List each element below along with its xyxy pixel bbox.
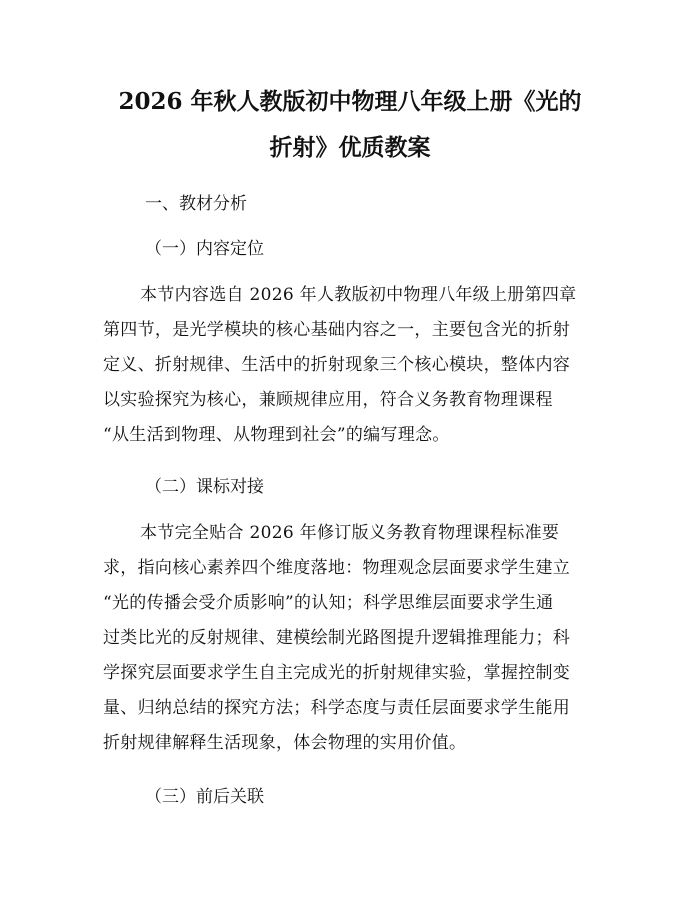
subsection-heading-connections: （三）前后关联 [145, 787, 264, 807]
paragraph-line: 过类比光的反射规律、建模绘制光路图提升逻辑推理能力；科 [103, 628, 571, 648]
paragraph-content-positioning [103, 278, 603, 453]
paragraph-line: 以实验探究为核心，兼顾规律应用，符合义务教育物理课程 [103, 390, 553, 410]
paragraph-line: 学探究层面要求学生自主完成光的折射规律实验，掌握控制变 [103, 663, 571, 683]
paragraph-line: 本节完全贴合 2026 年修订版义务教育物理课程标准要 [140, 523, 560, 543]
document-title-line-2: 折射》优质教案 [269, 134, 431, 161]
paragraph-line: 折射规律解释生活现象，体会物理的实用价值。 [103, 733, 467, 753]
paragraph-line: 本节内容选自 2026 年人教版初中物理八年级上册第四章 [140, 285, 577, 305]
paragraph-line: 定义、折射规律、生活中的折射现象三个核心模块，整体内容 [103, 355, 571, 375]
paragraph-line: “光的传播会受介质影响”的认知；科学思维层面要求学生通 [103, 593, 554, 613]
paragraph-line: “从生活到物理、从物理到社会”的编写理念。 [103, 425, 450, 445]
paragraph-line: 第四节，是光学模块的核心基础内容之一，主要包含光的折射 [103, 320, 571, 340]
section-heading-textbook-analysis: 一、教材分析 [145, 194, 247, 214]
paragraph-line: 求，指向核心素养四个维度落地：物理观念层面要求学生建立 [103, 558, 571, 578]
subsection-heading-curriculum-alignment: （二）课标对接 [145, 477, 264, 497]
subsection-heading-content-positioning: （一）内容定位 [145, 239, 264, 259]
paragraph-curriculum-alignment [103, 516, 603, 761]
document-title-line-1: 2026 年秋人教版初中物理八年级上册《光的 [118, 88, 582, 115]
paragraph-line: 量、归纳总结的探究方法；科学态度与责任层面要求学生能用 [103, 698, 571, 718]
